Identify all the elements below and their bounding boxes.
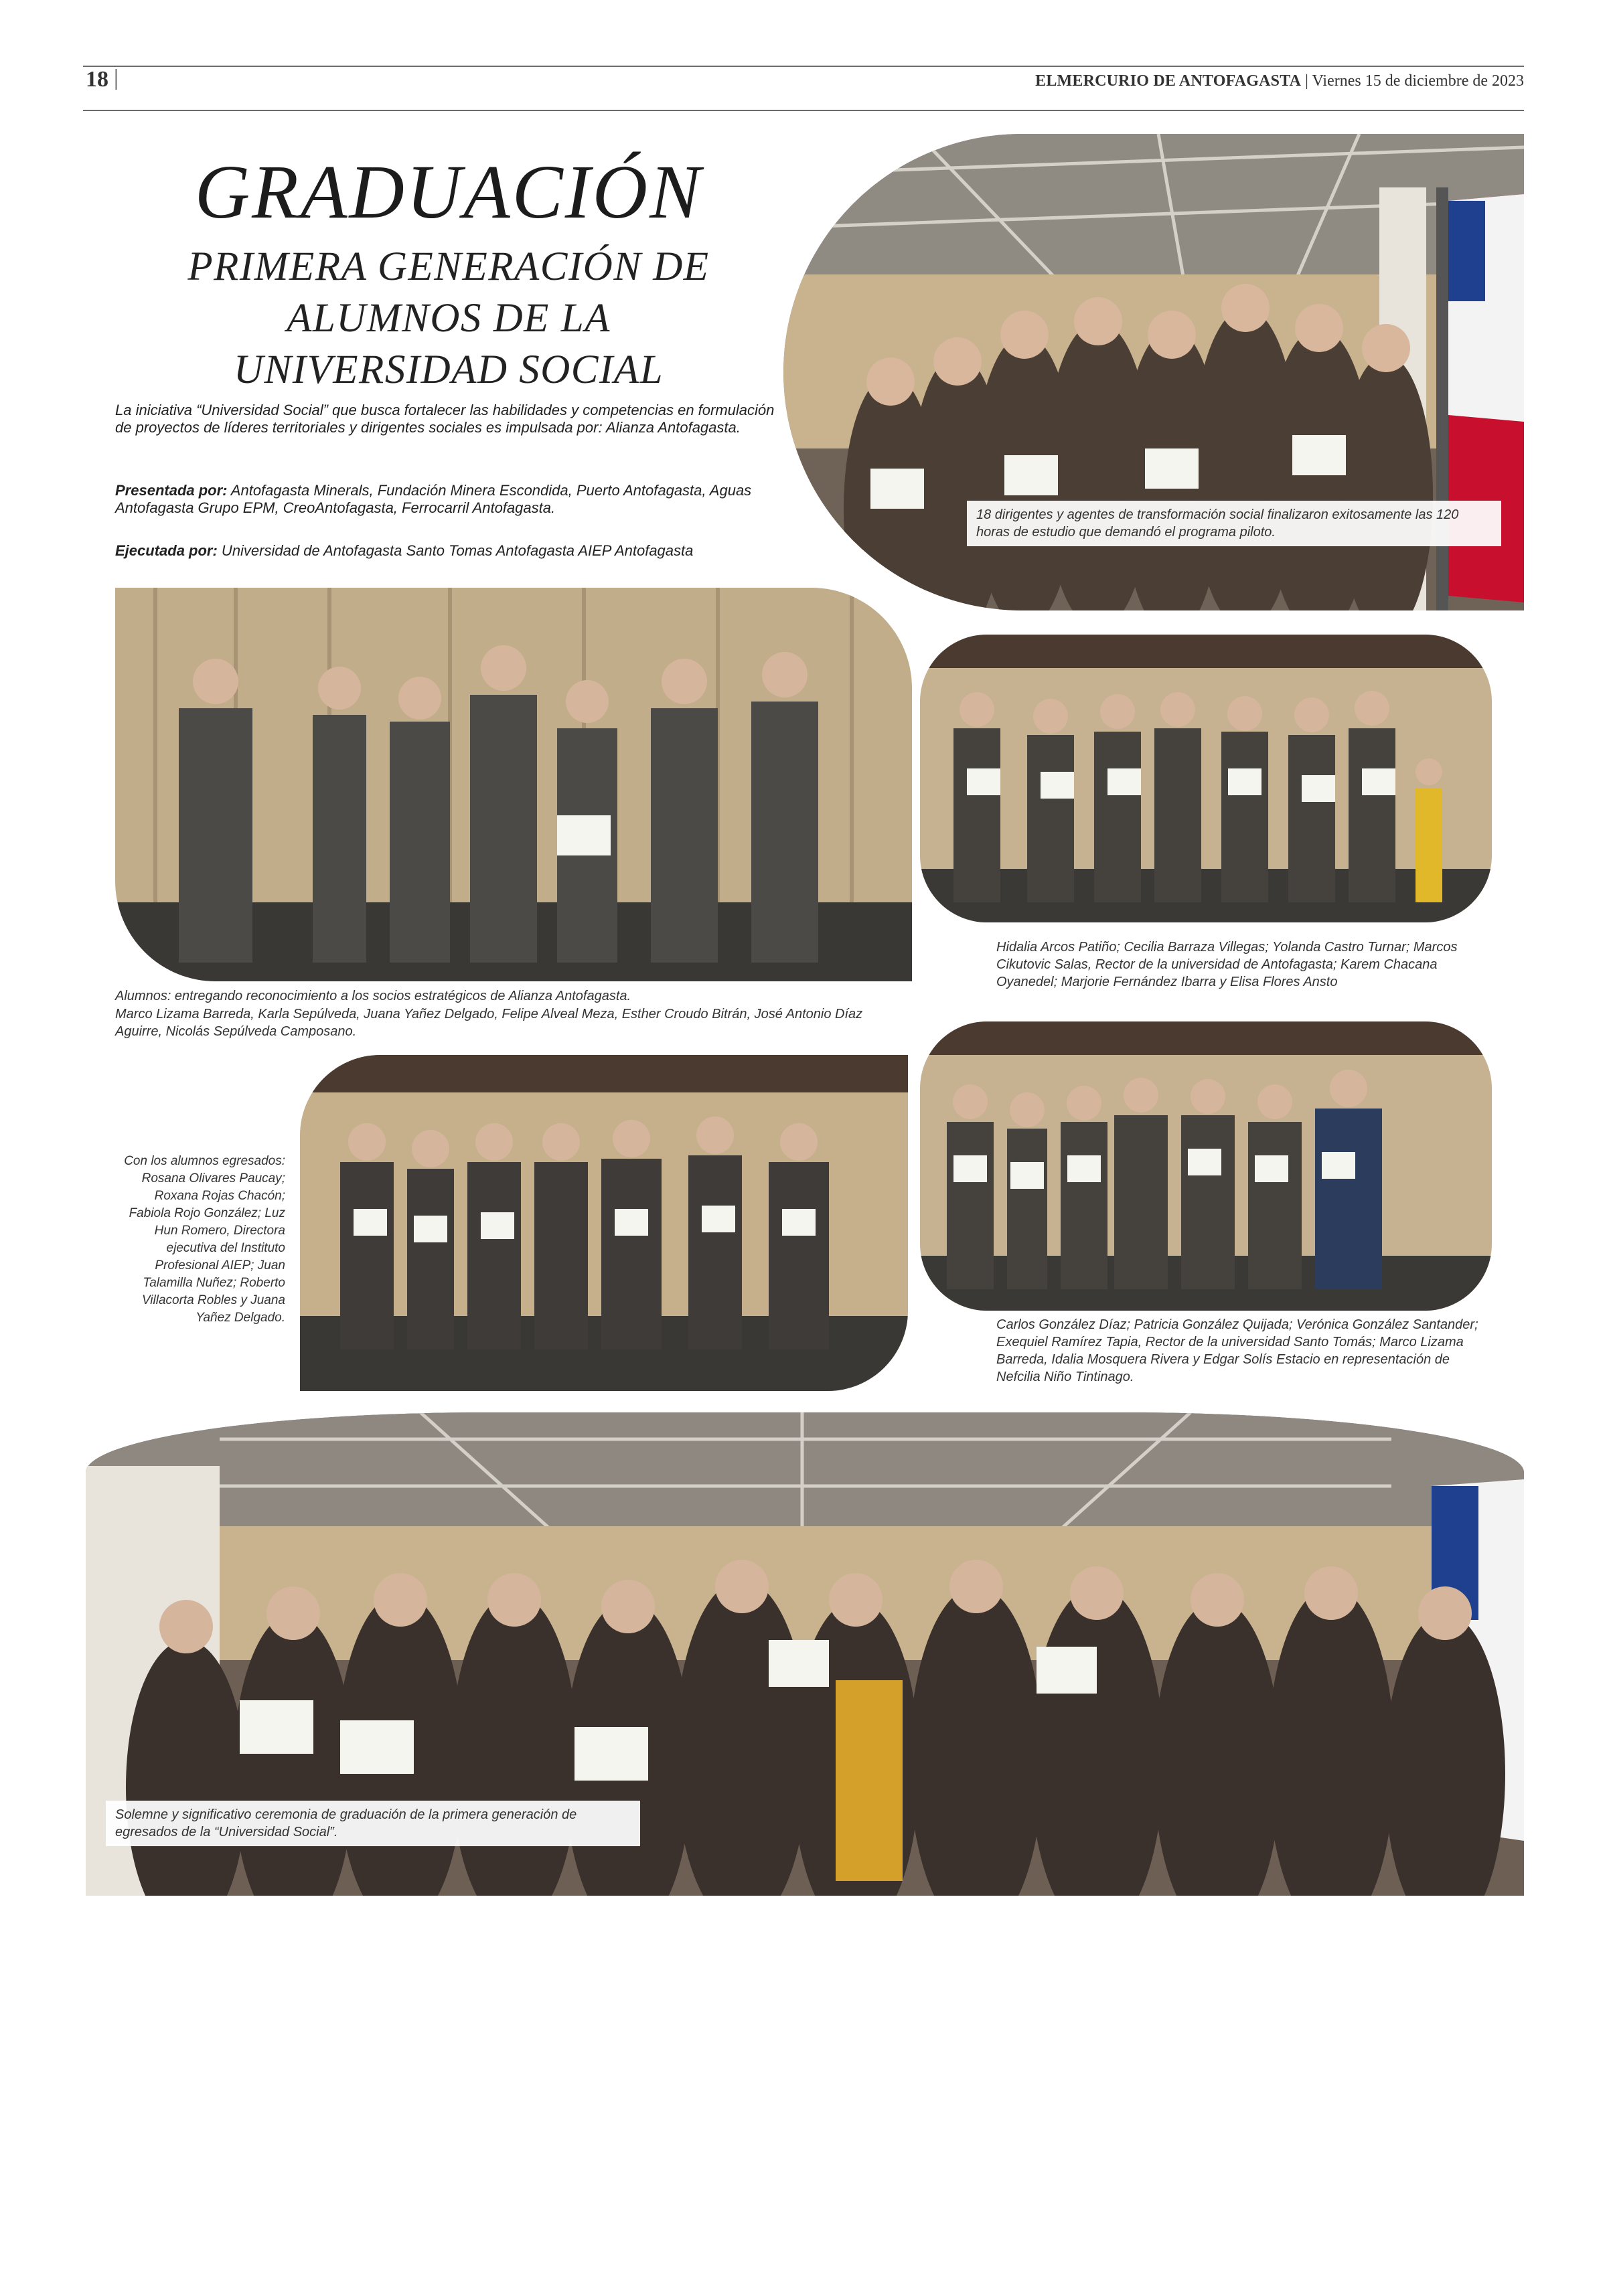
page-number-separator: | bbox=[114, 66, 119, 90]
newspaper-header bbox=[1035, 72, 1524, 90]
photo-rector-universidad-antofagasta bbox=[920, 635, 1492, 922]
photo-strategic-partners bbox=[115, 588, 912, 981]
header-bottom-rule bbox=[83, 110, 1524, 111]
article-subtitle: PRIMERA GENERACIÓN DE ALUMNOS DE LA UNIVERSIDAD SOCIAL bbox=[187, 244, 710, 392]
page-number: 18 bbox=[86, 67, 108, 92]
article-intro: La iniciativa “Universidad Social” que busca fortalecer las habilidades y competencias en formulación de proyectos de líderes territoriales y dirigentes sociales es impulsada por: Alianza Antofagasta. bbox=[115, 402, 775, 436]
executed-by-text: Universidad de Antofagasta Santo Tomas Antofagasta AIEP Antofagasta bbox=[217, 542, 694, 559]
issue-date: | Viernes 15 de diciembre de 2023 bbox=[1305, 72, 1524, 90]
executed-by bbox=[115, 542, 852, 560]
photo-caption-middle-left-2: Marco Lizama Barreda, Karla Sepúlveda, Juana Yañez Delgado, Felipe Alveal Meza, Esther Croudo Bitrán, José Antonio Díaz Aguirre, Nicolás Sepúlveda Camposano. bbox=[115, 1007, 863, 1039]
presented-by-label: Presentada por: bbox=[115, 482, 228, 499]
photo-caption-middle-right: Hidalia Arcos Patiño; Cecilia Barraza Villegas; Yolanda Castro Turnar; Marcos Cikutovic Salas, Rector de la universidad de Antofagasta; Karem Chacana Oyanedel; Marjorie Fernández Ibarra y Elisa Flores Ansto bbox=[996, 940, 1458, 989]
presented-by bbox=[115, 482, 791, 517]
photo-graduation-ceremony bbox=[86, 1412, 1524, 1896]
presented-by-text: Antofagasta Minerals, Fundación Minera Escondida, Puerto Antofagasta, Aguas Antofagasta Grupo EPM, CreoAntofagasta, Ferrocarril Antofagasta. bbox=[115, 482, 752, 516]
header-top-rule bbox=[83, 66, 1524, 67]
photo-graduates-with-flag bbox=[783, 134, 1524, 610]
photo-caption-lower-left: Con los alumnos egresados: Rosana Olivares Paucay; Roxana Rojas Chacón; Fabiola Rojo González; Luz Hun Romero, Directora ejecutiva del Instituto Profesional AIEP; Juan Talamilla Nuñez; Roberto Villacorta Robles y Juana Yañez Delgado. bbox=[124, 1154, 285, 1325]
photo-directora-aiep-image bbox=[300, 1055, 908, 1391]
photo-directora-aiep bbox=[300, 1055, 908, 1391]
photo-strategic-partners-image bbox=[115, 588, 912, 981]
executed-by-label: Ejecutada por: bbox=[115, 542, 218, 559]
photo-caption-bottom: Solemne y significativo ceremonia de graduación de la primera generación de egresados de la “Universidad Social”. bbox=[106, 1801, 640, 1846]
article-title: GRADUACIÓN bbox=[194, 149, 703, 234]
photo-caption-middle-left-1: Alumnos: entregando reconocimiento a los socios estratégicos de Alianza Antofagasta. bbox=[115, 989, 631, 1003]
photo-caption-top-right: 18 dirigentes y agentes de transformación social finalizaron exitosamente las 120 horas de estudio que demandó el programa piloto. bbox=[967, 501, 1501, 546]
photo-caption-lower-right: Carlos González Díaz; Patricia González Quijada; Verónica González Santander; Exequiel Ramírez Tapia, Rector de la universidad Santo Tomás; Marco Lizama Barreda, Idalia Mosquera Rivera y Edgar Solís Estacio en representación de Nefcilia Niño Tintinago. bbox=[996, 1317, 1478, 1384]
photo-rector-santo-tomas bbox=[920, 1021, 1492, 1311]
photo-rector-universidad-antofagasta-image bbox=[920, 635, 1492, 922]
photo-rector-santo-tomas-image bbox=[920, 1021, 1492, 1311]
newspaper-name: ELMERCURIO DE ANTOFAGASTA bbox=[1035, 72, 1302, 90]
